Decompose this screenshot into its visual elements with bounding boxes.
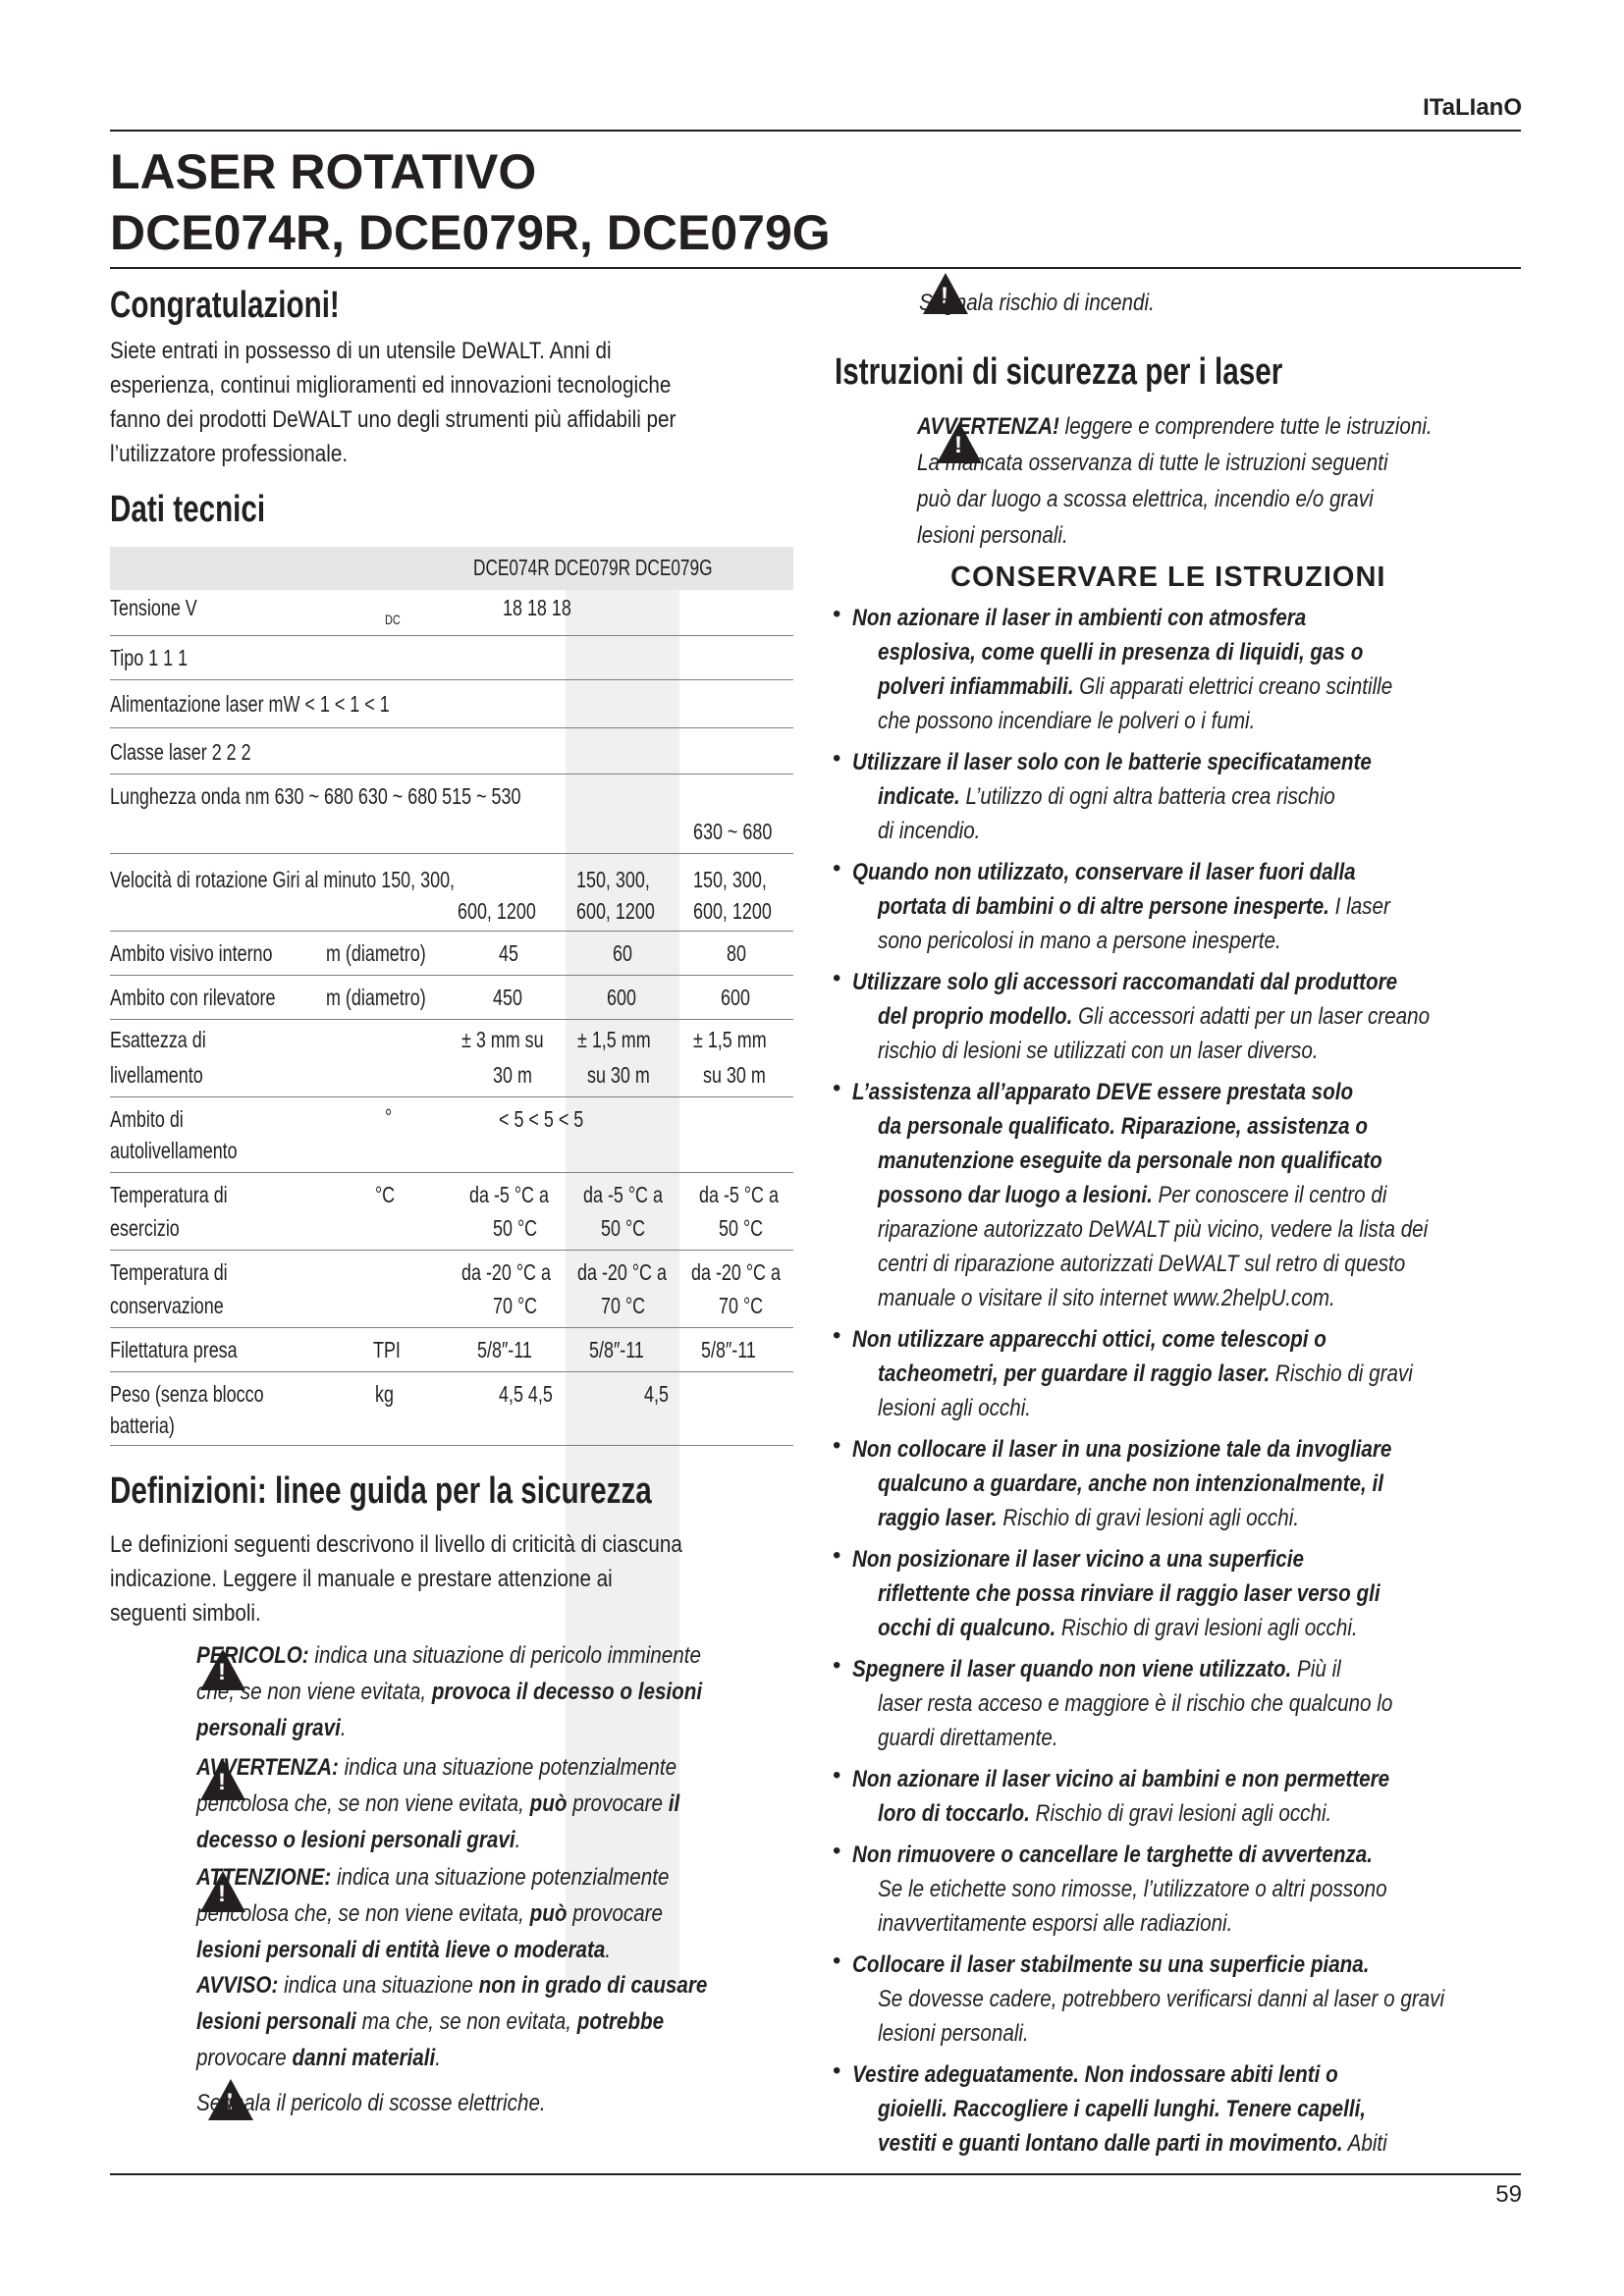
bullet-dot: • (833, 601, 841, 627)
table-row: Tensione V DC 18 18 18 (110, 590, 793, 636)
table-row: Ambito con rilevatore m (diametro) 450 600 600 (110, 976, 793, 1020)
bullet-dot: • (833, 1652, 841, 1679)
bullet-dot: • (833, 965, 841, 991)
table-row: Classe laser 2 2 2 (110, 728, 793, 774)
definition-attenzione: ATTENZIONE: indica una situazione potenzialmente pericolosa che, se non viene evitata, può provocare lesioni personali di entità lieve o moderata. (196, 1864, 670, 1963)
specs-table-header: DCE074R DCE079R DCE079G (110, 547, 793, 590)
bullet-dot: • (833, 1838, 841, 1864)
table-row: Temperatura di esercizio °C da -5 °C a 50 °C da -5 °C a 50 °C da -5 °C a 50 °C (110, 1173, 793, 1251)
page-title: LASER ROTATIVO DCE074R, DCE079R, DCE079G (110, 144, 831, 260)
bullet-dot: • (833, 1542, 841, 1569)
table-row: Ambito visivo interno m (diametro) 45 60 80 (110, 932, 793, 976)
definition-pericolo: PERICOLO: indica una situazione di pericolo imminente che, se non viene evitata, provoca il decesso o lesioni personali gravi. (196, 1642, 703, 1741)
bullet-dot: • (833, 1762, 841, 1789)
table-row: Velocità di rotazione Giri al minuto 150, 300, 600, 1200 150, 300, 600, 1200 150, 300, 600, 1200 (110, 854, 793, 932)
bullet-dot: • (833, 1075, 841, 1101)
title-rule (110, 267, 1521, 269)
specs-heading: Dati tecnici (110, 489, 266, 530)
table-row: Temperatura di conservazione da -20 °C a 70 °C da -20 °C a 70 °C da -20 °C a 70 °C (110, 1251, 793, 1328)
table-row: Lunghezza onda nm 630 ~ 680 630 ~ 680 515 ~ 530 630 ~ 680 (110, 774, 793, 854)
laser-safety-heading: Istruzioni di sicurezza per i laser (835, 351, 1283, 393)
congrats-text: Siete entrati in possesso di un utensile DeWALT. Anni di esperienza, continui miglioramenti ed innovazioni tecnologiche fanno dei prodotti DeWALT uno degli strumenti più affidabili per l’utilizzatore professionale. (110, 338, 677, 467)
bullet-dot: • (833, 745, 841, 772)
bullet-dot: • (833, 2057, 841, 2084)
shock-symbol-text: Segnala il pericolo di scosse elettriche. (196, 2090, 546, 2116)
page-number: 59 (1495, 2181, 1522, 2208)
table-row: Filettatura presa TPI 5/8″-11 5/8″-11 5/8″-11 (110, 1328, 793, 1372)
bullet-dot: • (833, 1322, 841, 1349)
definitions-intro: Le definizioni seguenti descrivono il livello di criticità di ciascuna indicazione. Leggere il manuale e prestare attenzione ai seguenti simboli. (110, 1531, 682, 1627)
bullet-dot: • (833, 855, 841, 881)
fire-symbol-text: Segnala rischio di incendi. (919, 290, 1155, 316)
definition-avvertenza: AVVERTENZA: indica una situazione potenzialmente pericolosa che, se non viene evitata, può provocare il decesso o lesioni personali gravi. (196, 1754, 680, 1853)
bullet-dot: • (833, 1948, 841, 1974)
table-row: Peso (senza blocco batteria) kg 4,5 4,5 4,5 (110, 1372, 793, 1446)
congrats-heading: Congratulazioni! (110, 285, 340, 326)
table-row: Tipo 1 1 1 (110, 636, 793, 680)
definition-avviso: AVVISO: indica una situazione non in grado di causare lesioni personali ma che, se non evitata, potrebbe provocare danni materiali. (196, 1972, 708, 2071)
table-row: Alimentazione laser mW < 1 < 1 < 1 (110, 680, 793, 728)
header-rule (110, 130, 1521, 132)
laser-warning: AVVERTENZA! leggere e comprendere tutte le istruzioni. La mancata osservanza di tutte le istruzioni seguenti può dar luogo a scossa elettrica, incendio e/o gravi lesioni personali. (917, 413, 1433, 549)
table-row: Esattezza di livellamento ± 3 mm su 30 m ± 1,5 mm su 30 m ± 1,5 mm su 30 m (110, 1020, 793, 1097)
language-label: ITaLIanO (1423, 94, 1522, 121)
footer-rule (110, 2173, 1521, 2175)
save-instructions-heading: CONSERVARE LE ISTRUZIONI (950, 561, 1386, 593)
specs-table (110, 547, 793, 1446)
bullet-dot: • (833, 1432, 841, 1459)
definitions-heading: Definizioni: linee guida per la sicurezza (110, 1470, 652, 1512)
table-row: Ambito di autolivellamento ° < 5 < 5 < 5 (110, 1097, 793, 1173)
